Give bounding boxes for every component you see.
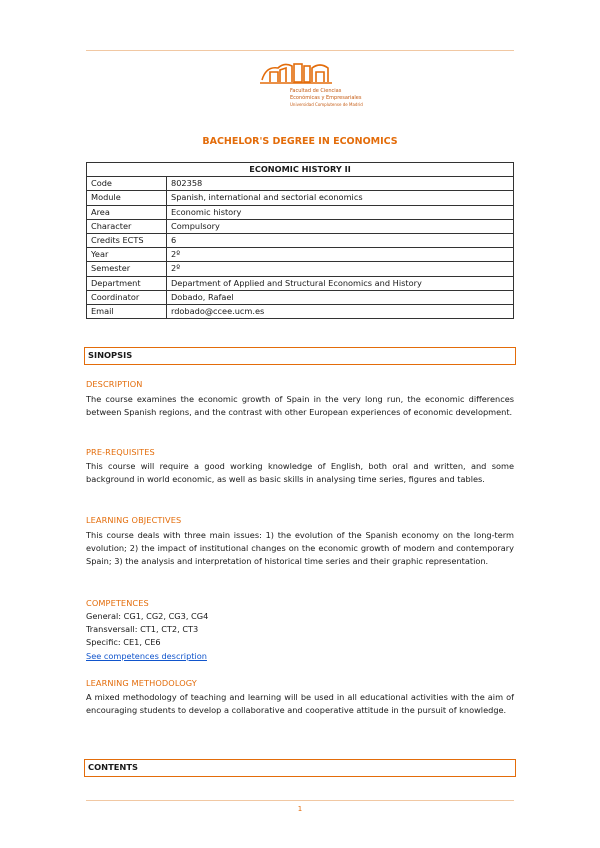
table-row <box>87 304 514 318</box>
competences-specific: Specific: CE1, CE6 <box>86 637 161 647</box>
row-value: Economic history <box>167 205 514 219</box>
logo-line-3: Universidad Complutense de Madrid <box>290 102 363 107</box>
objectives-heading: LEARNING OBJECTIVES <box>86 515 182 525</box>
row-key: Character <box>87 219 167 233</box>
course-title: ECONOMIC HISTORY II <box>87 163 514 177</box>
row-value: rdobado@ccee.ucm.es <box>167 304 514 318</box>
table-row <box>87 262 514 276</box>
row-value: 2º <box>167 248 514 262</box>
competences-heading: COMPETENCES <box>86 598 149 608</box>
row-key: Year <box>87 248 167 262</box>
row-key: Code <box>87 177 167 191</box>
competences-description-link[interactable]: See competences description <box>86 651 207 661</box>
table-row <box>87 177 514 191</box>
methodology-heading: LEARNING METHODOLOGY <box>86 678 197 688</box>
row-value: Department of Applied and Structural Economics and History <box>167 276 514 290</box>
logo-line-2: Económicas y Empresariales <box>290 95 362 101</box>
row-key: Department <box>87 276 167 290</box>
row-key: Coordinator <box>87 290 167 304</box>
description-heading: DESCRIPTION <box>86 379 143 389</box>
prerequisites-heading: PRE-REQUISITES <box>86 447 155 457</box>
table-row <box>87 219 514 233</box>
row-key: Area <box>87 205 167 219</box>
row-key: Email <box>87 304 167 318</box>
table-row <box>87 248 514 262</box>
prerequisites-text: This course will require a good working knowledge of English, both oral and written, and some background in world economic, as well as basic skills in analysing time series, figures and tables. <box>86 461 514 485</box>
competences-general: General: CG1, CG2, CG3, CG4 <box>86 611 209 621</box>
logo-line-1: Facultad de Ciencias <box>290 88 342 94</box>
row-value: Dobado, Rafael <box>167 290 514 304</box>
objectives-text: This course deals with three main issues: 1) the evolution of the Spanish economy on the long-term evolution; 2) the impact of institutional changes on the economic growth of modern and contemporary Spain; 3) the analysis and interpretation of historical time series and their graphic representation. <box>86 530 514 567</box>
table-row <box>87 191 514 205</box>
table-row <box>87 205 514 219</box>
table-row <box>87 233 514 247</box>
row-value: Spanish, international and sectorial economics <box>167 191 514 205</box>
sinopsis-section-header: SINOPSIS <box>84 347 516 365</box>
table-row <box>87 276 514 290</box>
course-info-table <box>86 162 514 319</box>
row-key: Semester <box>87 262 167 276</box>
header-rule <box>86 50 514 51</box>
footer-rule <box>86 800 514 801</box>
page-number: 1 <box>297 805 303 813</box>
methodology-text: A mixed methodology of teaching and learning will be used in all educational activities with the aim of encouraging students to develop a collaborative and cooperative attitude in the pursuit of knowledge. <box>86 692 514 716</box>
description-text: The course examines the economic growth of Spain in the very long run, the economic differences between Spanish regions, and the contrast with other European experiences of economic development. <box>86 394 514 418</box>
row-value: 802358 <box>167 177 514 191</box>
row-value: 6 <box>167 233 514 247</box>
table-row <box>87 290 514 304</box>
row-key: Credits ECTS <box>87 233 167 247</box>
row-key: Module <box>87 191 167 205</box>
row-value: Compulsory <box>167 219 514 233</box>
contents-section-header: CONTENTS <box>84 759 516 777</box>
degree-title: BACHELOR'S DEGREE IN ECONOMICS <box>202 136 398 147</box>
competences-transversal: Transversall: CT1, CT2, CT3 <box>86 624 199 634</box>
row-value: 2º <box>167 262 514 276</box>
